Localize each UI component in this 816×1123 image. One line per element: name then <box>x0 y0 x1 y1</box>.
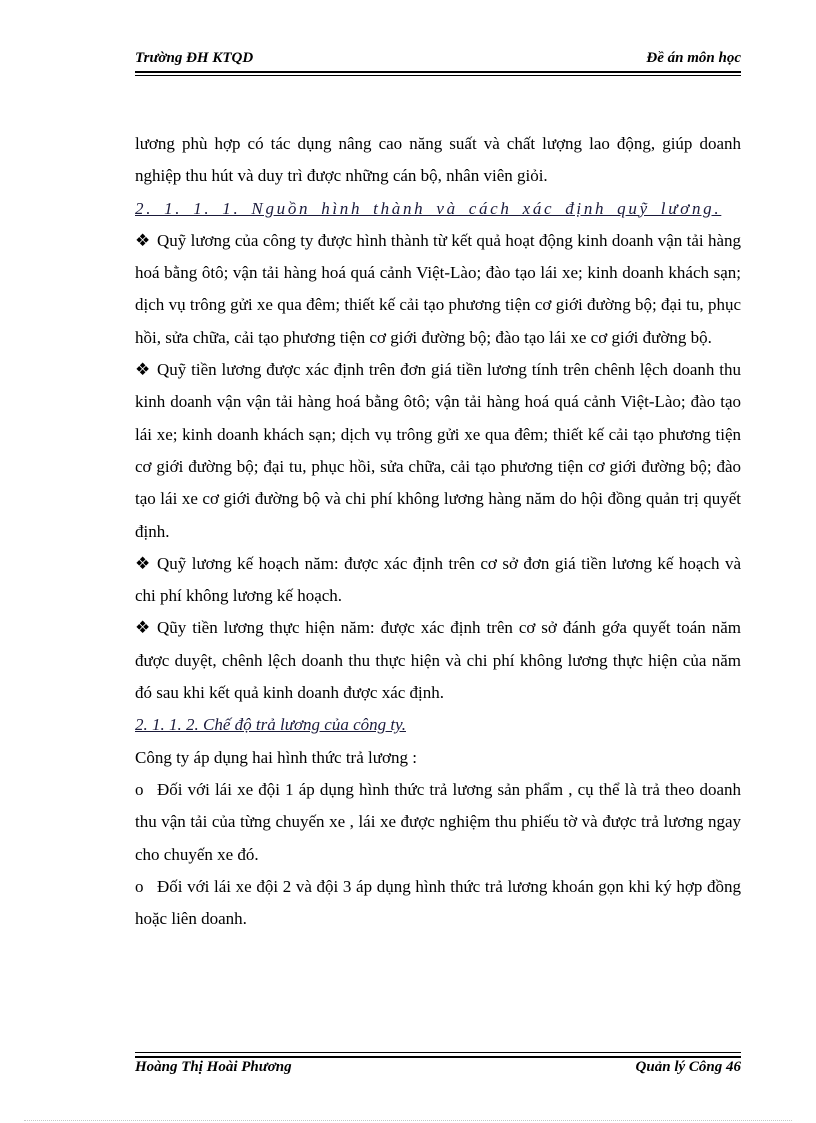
header-school: Trường ĐH KTQD <box>135 50 254 66</box>
intro-paragraph: lương phù hợp có tác dụng nâng cao năng suất và chất lượng lao động, giúp doanh nghiệp thu hút và duy trì được những cán bộ, nhân viên giỏi. <box>135 134 741 186</box>
diamond-item-text: Quỹ tiền lương được xác định trên đơn giá tiền lương tính trên chênh lệch doanh thu kinh doanh vận vận tải hàng hoá bằng ôtô; vận tải hàng hoá quá cảnh Việt-Lào; đào tạo lái xe; kinh doanh khách sạn; dịch vụ trông gửi xe qua đêm; thiết kế cải tạo phương tiện cơ giới đường bộ; đại tu, phục hồi, sửa chữa, cải tạo phương tiện cơ giới đường bộ; đào tạo lái xe cơ giới đường bộ và chi phí không lương hàng năm do hội đồng quản trị quyết định. <box>135 360 741 541</box>
circle-item-text: Đối với lái xe đội 2 và đội 3 áp dụng hình thức trả lương khoán gọn khi ký hợp đồng hoặc liên doanh. <box>135 876 741 929</box>
diamond-bullet-icon: ❖ <box>135 360 151 380</box>
diamond-item-text: Qũy tiền lương thực hiện năm: được xác định trên cơ sở đánh gớa quyết toán năm được duyệt, chênh lệch doanh thu thực hiện và chi phí không lương thực hiện của năm đó sau khi kết quả kinh doanh được xác định. <box>135 618 741 703</box>
diamond-item <box>135 354 741 548</box>
footer-course: Quản lý Công 46 <box>635 1059 741 1075</box>
page-bottom-edge <box>24 1120 792 1121</box>
circle-bullet-icon: o <box>135 779 144 799</box>
diamond-item <box>135 612 741 709</box>
footer-rule <box>135 1056 741 1058</box>
circle-item <box>135 871 741 936</box>
lead-paragraph: Công ty áp dụng hai hình thức trả lương : <box>135 747 417 767</box>
diamond-bullet-icon: ❖ <box>135 618 151 638</box>
page-header <box>135 50 741 67</box>
circle-item <box>135 774 741 871</box>
section-heading-2-1-1-2: 2. 1. 1. 2. Chế độ trả lương của công ty. <box>135 715 406 735</box>
page-footer <box>135 1059 741 1076</box>
diamond-item-text: Quỹ lương kế hoạch năm: được xác định trên cơ sở đơn giá tiền lương kế hoạch và chi phí không lương kế hoạch. <box>135 553 741 606</box>
diamond-bullet-icon: ❖ <box>135 553 151 573</box>
diamond-bullet-icon: ❖ <box>135 230 151 250</box>
header-rule <box>135 71 741 73</box>
diamond-item <box>135 225 741 354</box>
circle-item-text: Đối với lái xe đội 1 áp dụng hình thức trả lương sản phẩm , cụ thể là trả theo doanh thu vận tải của từng chuyến xe , lái xe được nghiệm thu phiếu tờ và được trả lương ngay cho chuyến xe đó. <box>135 779 741 864</box>
page-body <box>135 128 741 935</box>
footer-author: Hoàng Thị Hoài Phương <box>135 1059 292 1075</box>
header-doc-type: Đề án môn học <box>646 50 741 66</box>
diamond-item-text: Quỹ lương của công ty được hình thành từ kết quả hoạt động kinh doanh vận tải hàng hoá bằng ôtô; vận tải hàng hoá quá cảnh Việt-Lào; đào tạo lái xe; kinh doanh khách sạn; dịch vụ trông gửi xe qua đêm; thiết kế cải tạo phương tiện cơ giới đường bộ; đại tu, phục hồi, sửa chữa, cải tạo phương tiện cơ giới đường bộ; đào tạo lái xe cơ giới đường bộ. <box>135 230 741 347</box>
footer-rule-thin <box>135 1052 741 1053</box>
circle-bullet-icon: o <box>135 876 144 896</box>
section-heading-2-1-1-1: 2. 1. 1. 1. Nguồn hình thành và cách xác định quỹ lương. <box>135 198 722 218</box>
header-rule-thin <box>135 75 741 76</box>
diamond-item <box>135 548 741 613</box>
